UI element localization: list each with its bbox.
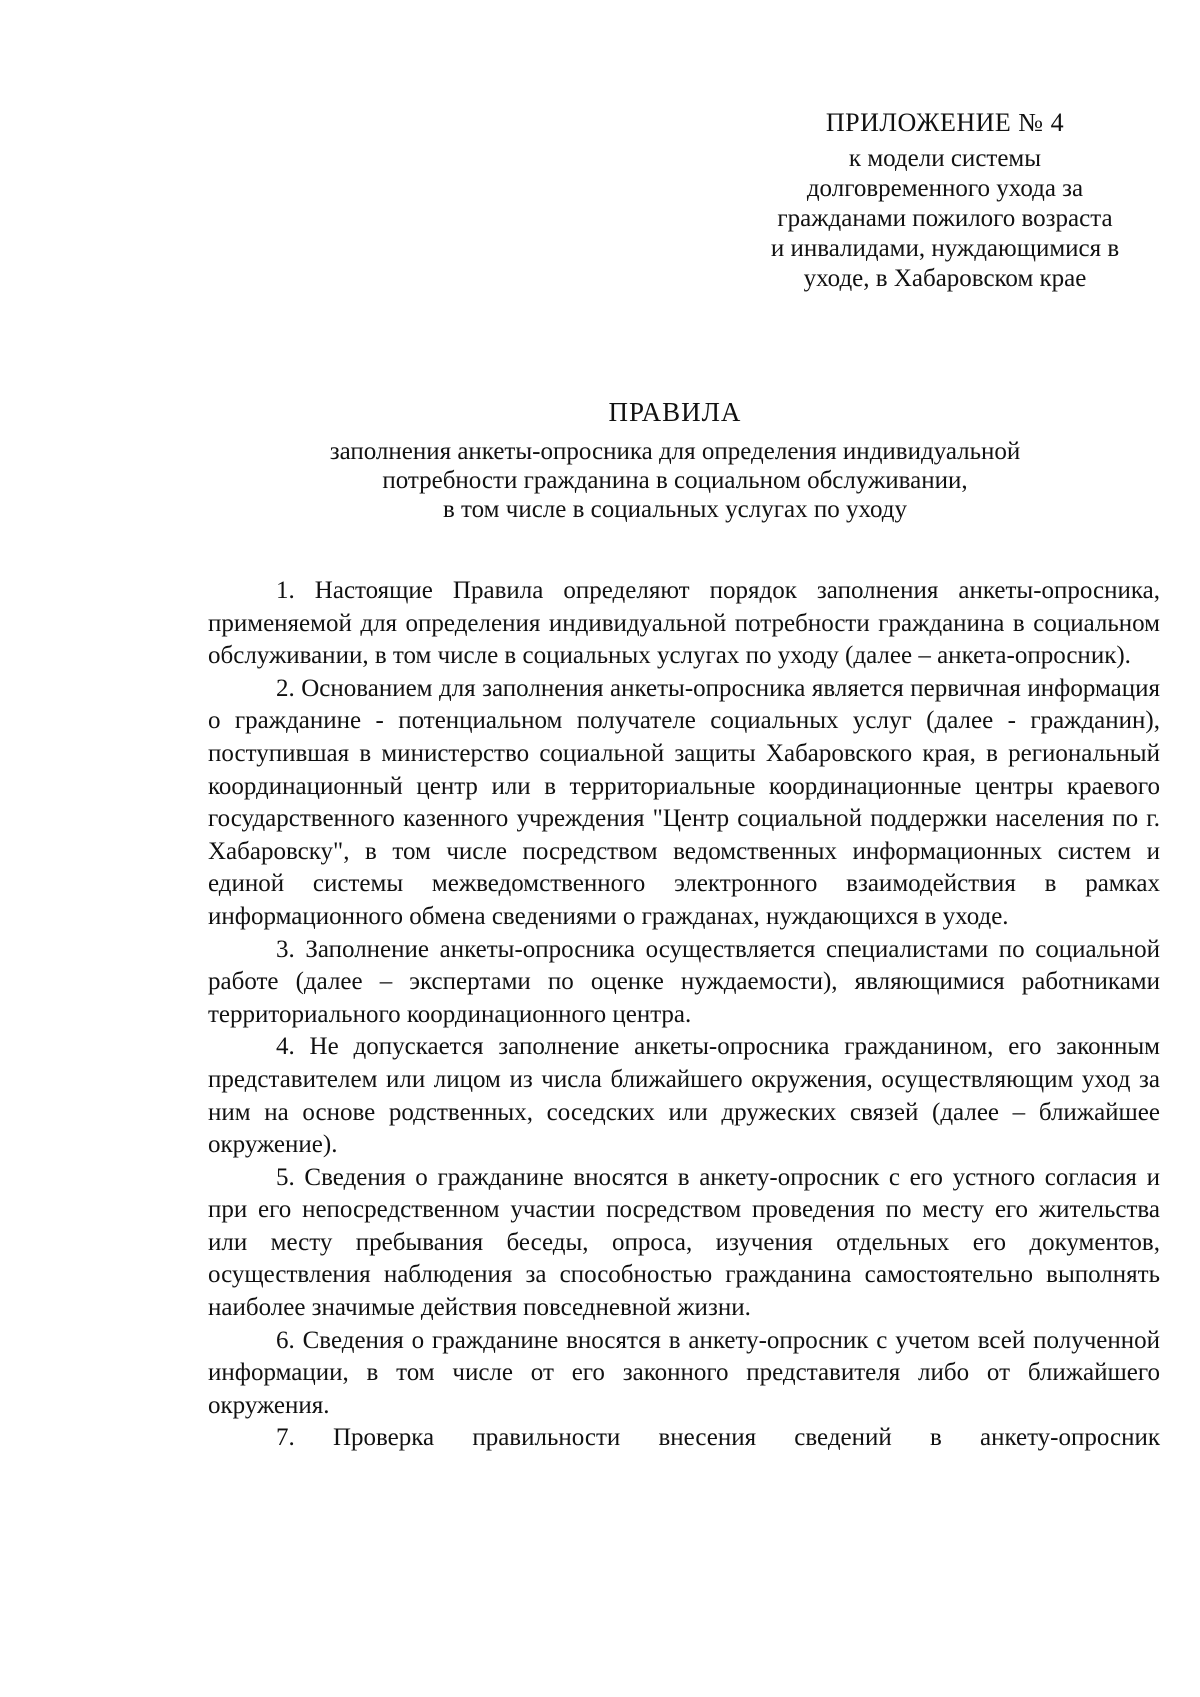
appendix-title: ПРИЛОЖЕНИЕ № 4 [825,108,1065,137]
paragraph-5: 5. Сведения о гражданине вносятся в анкету-опросник с его устного согласия и при его непосредственном участии посредством проведения по месту его жительства или месту пребывания беседы, опроса, изучения отдельных его документов, осуществления наблюдения за способностью гражданина самостоятельно выполнять наиболее значимые действия повседневной жизни. [208,1163,1160,1322]
paragraph-4: 4. Не допускается заполнение анкеты-опросника гражданином, его законным представителем или лицом из числа ближайшего окружения, осуществляющим уход за ним на основе родственных, соседских или дружеских связей (далее – ближайшее окружение). [208,1033,1160,1159]
paragraph-6: 6. Сведения о гражданине вносятся в анкету-опросник с учетом всей полученной информации, в том числе от его законного представителя либо от ближайшего окружения. [208,1326,1160,1419]
document-title: ПРАВИЛА [608,397,742,427]
paragraph-1: 1. Настоящие Правила определяют порядок заполнения анкеты-опросника, применяемой для определения индивидуальной потребности гражданина в социальном обслуживании, в том числе в социальных услугах по уходу (далее – анкета-опросник). [208,577,1160,670]
appendix-subtitle: к модели системы долговременного ухода за гражданами пожилого возраста и инвалидами, нуждающимися в уходе, в Хабаровском крае [770,145,1120,292]
paragraph-7: 7. Проверка правильности внесения сведений в анкету-опросник [276,1424,1160,1452]
document-subtitle: заполнения анкеты-опросника для определения индивидуальной потребности гражданина в социальном обслуживании, в том числе в социальных услугах по уходу [329,438,1021,523]
appendix-block [730,108,1160,294]
document-body [208,575,1160,1455]
paragraph-3: 3. Заполнение анкеты-опросника осуществляется специалистами по социальной работе (далее – экспертами по оценке нуждаемости), являющимися работниками территориального координационного центра. [208,935,1160,1028]
paragraph-2: 2. Основанием для заполнения анкеты-опросника является первичная информация о гражданине - потенциальном получателе социальных услуг (далее - гражданин), поступившая в министерство социальной защиты Хабаровского края, в региональный координационный центр или в территориальные координационные центры краевого государственного казенного учреждения "Центр социальной поддержки населения по г. Хабаровску", в том числе посредством ведомственных информационных систем и единой системы межведомственного электронного взаимодействия в рамках информационного обмена сведениями о гражданах, нуждающихся в уходе. [208,674,1160,930]
document-heading [190,395,1160,524]
